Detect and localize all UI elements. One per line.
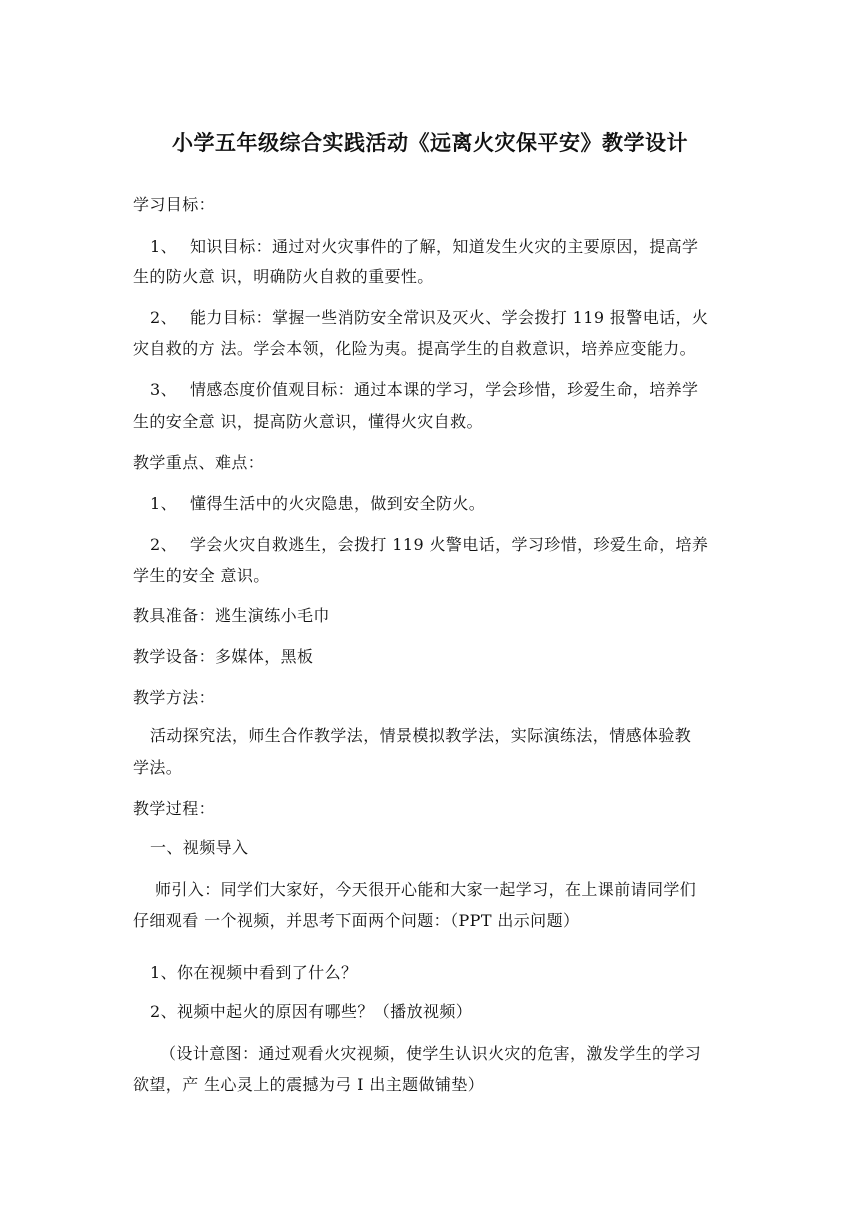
objective-1-text: 知识目标：通过对火灾事件的了解，知道发生火灾的主要原因，提高学 (190, 237, 699, 256)
teaching-tools: 教具准备：逃生演练小毛巾 (133, 606, 330, 625)
objective-2-line-1 (150, 306, 708, 330)
intro-line-1: 师引入：同学们大家好，今天很开心能和大家一起学习，在上课前请同学们 (155, 880, 697, 899)
process-heading: 教学过程： (133, 799, 216, 818)
keypoint-2-line-2: 学生的安全 意识。 (133, 566, 270, 585)
objective-3-number: 3、 (150, 380, 177, 399)
document-title: 小学五年级综合实践活动《远离火灾保平安》教学设计 (172, 130, 688, 155)
objectives-heading: 学习目标： (133, 195, 216, 214)
objective-3-text: 情感态度价值观目标：通过本课的学习，学会珍惜，珍爱生命，培养学 (190, 380, 699, 399)
keypoint-1-line-1 (150, 492, 485, 516)
methods-line-2: 学法。 (133, 758, 183, 777)
methods-heading: 教学方法： (133, 688, 216, 707)
objective-1-line-1 (150, 235, 698, 259)
keypoints-heading: 教学重点、难点： (133, 453, 265, 472)
keypoint-2-line-1 (150, 533, 708, 557)
methods-line-1: 活动探究法，师生合作教学法，情景模拟教学法，实际演练法，情感体验教 (150, 726, 692, 745)
design-intent-line-2: 欲望，产 生心灵上的震撼为弓 I 出主题做铺垫） (133, 1075, 485, 1094)
question-1: 1、你在视频中看到了什么？ (150, 963, 358, 982)
objective-1-line-2: 生的防火意 识，明确防火自救的重要性。 (133, 267, 434, 286)
keypoint-1-text: 懂得生活中的火灾隐患，做到安全防火。 (190, 494, 486, 513)
objective-2-text: 能力目标：掌握一些消防安全常识及灭火、学会拨打 119 报警电话，火 (190, 308, 709, 327)
objective-3-line-1 (150, 378, 698, 402)
keypoint-1-number: 1、 (150, 494, 177, 513)
design-intent-line-1: （设计意图：通过观看火灾视频，使学生认识火灾的危害，激发学生的学习 (160, 1044, 702, 1063)
keypoint-2-number: 2、 (150, 535, 177, 554)
keypoint-2-text: 学会火灾自救逃生，会拨打 119 火警电话，学习珍惜，珍爱生命，培养 (190, 535, 709, 554)
question-2: 2、视频中起火的原因有哪些？（播放视频） (150, 1002, 473, 1021)
intro-line-2: 仔细观看 一个视频，并思考下面两个问题：（PPT 出示问题） (133, 911, 580, 930)
teaching-equipment: 教学设备：多媒体，黑板 (133, 647, 314, 666)
objective-2-line-2: 灾自救的方 法。学会本领，化险为夷。提高学生的自救意识，培养应变能力。 (133, 339, 697, 358)
section-1-heading: 一、视频导入 (150, 838, 249, 857)
objective-1-number: 1、 (150, 237, 177, 256)
objective-2-number: 2、 (150, 308, 177, 327)
objective-3-line-2: 生的安全意 识，提高防火意识，懂得火灾自救。 (133, 412, 483, 431)
